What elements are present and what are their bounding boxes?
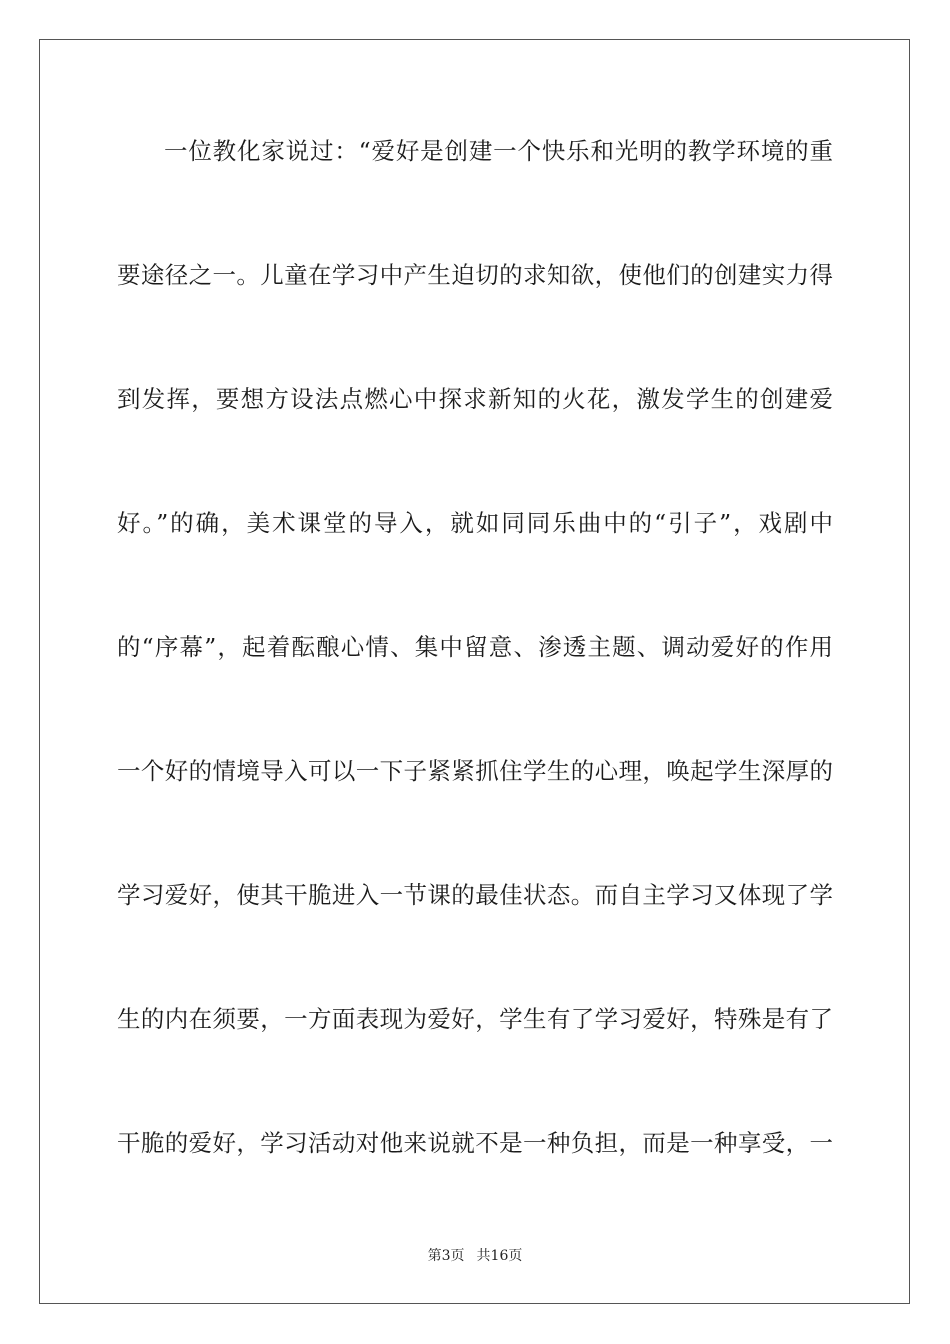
paragraph-line: 的“序幕”，起着酝酿心情、集中留意、渗透主题、调动爱好的作用 [117,633,833,661]
page-number: 第3页 [427,1248,465,1264]
paragraph-line: 学习爱好，使其干脆进入一节课的最佳状态。而自主学习又体现了学 [117,881,833,909]
paragraph-line: 一个好的情境导入可以一下子紧紧抓住学生的心理，唤起学生深厚的 [117,757,833,785]
paragraph-line: 一位教化家说过：“爱好是创建一个快乐和光明的教学环境的重 [164,137,833,165]
paragraph-line: 到发挥，要想方设法点燃心中探求新知的火花，激发学生的创建爱 [117,385,833,413]
page-footer [0,1246,950,1266]
paragraph-line: 要途径之一。儿童在学习中产生迫切的求知欲，使他们的创建实力得 [117,261,833,289]
page-total: 共16页 [476,1248,523,1264]
page-frame [39,39,910,1304]
paragraph-line: 好。”的确，美术课堂的导入，就如同同乐曲中的“引子”，戏剧中 [117,509,833,537]
paragraph-line: 干脆的爱好，学习活动对他来说就不是一种负担，而是一种享受，一 [117,1129,833,1157]
paragraph-line: 生的内在须要，一方面表现为爱好，学生有了学习爱好，特殊是有了 [117,1005,833,1033]
